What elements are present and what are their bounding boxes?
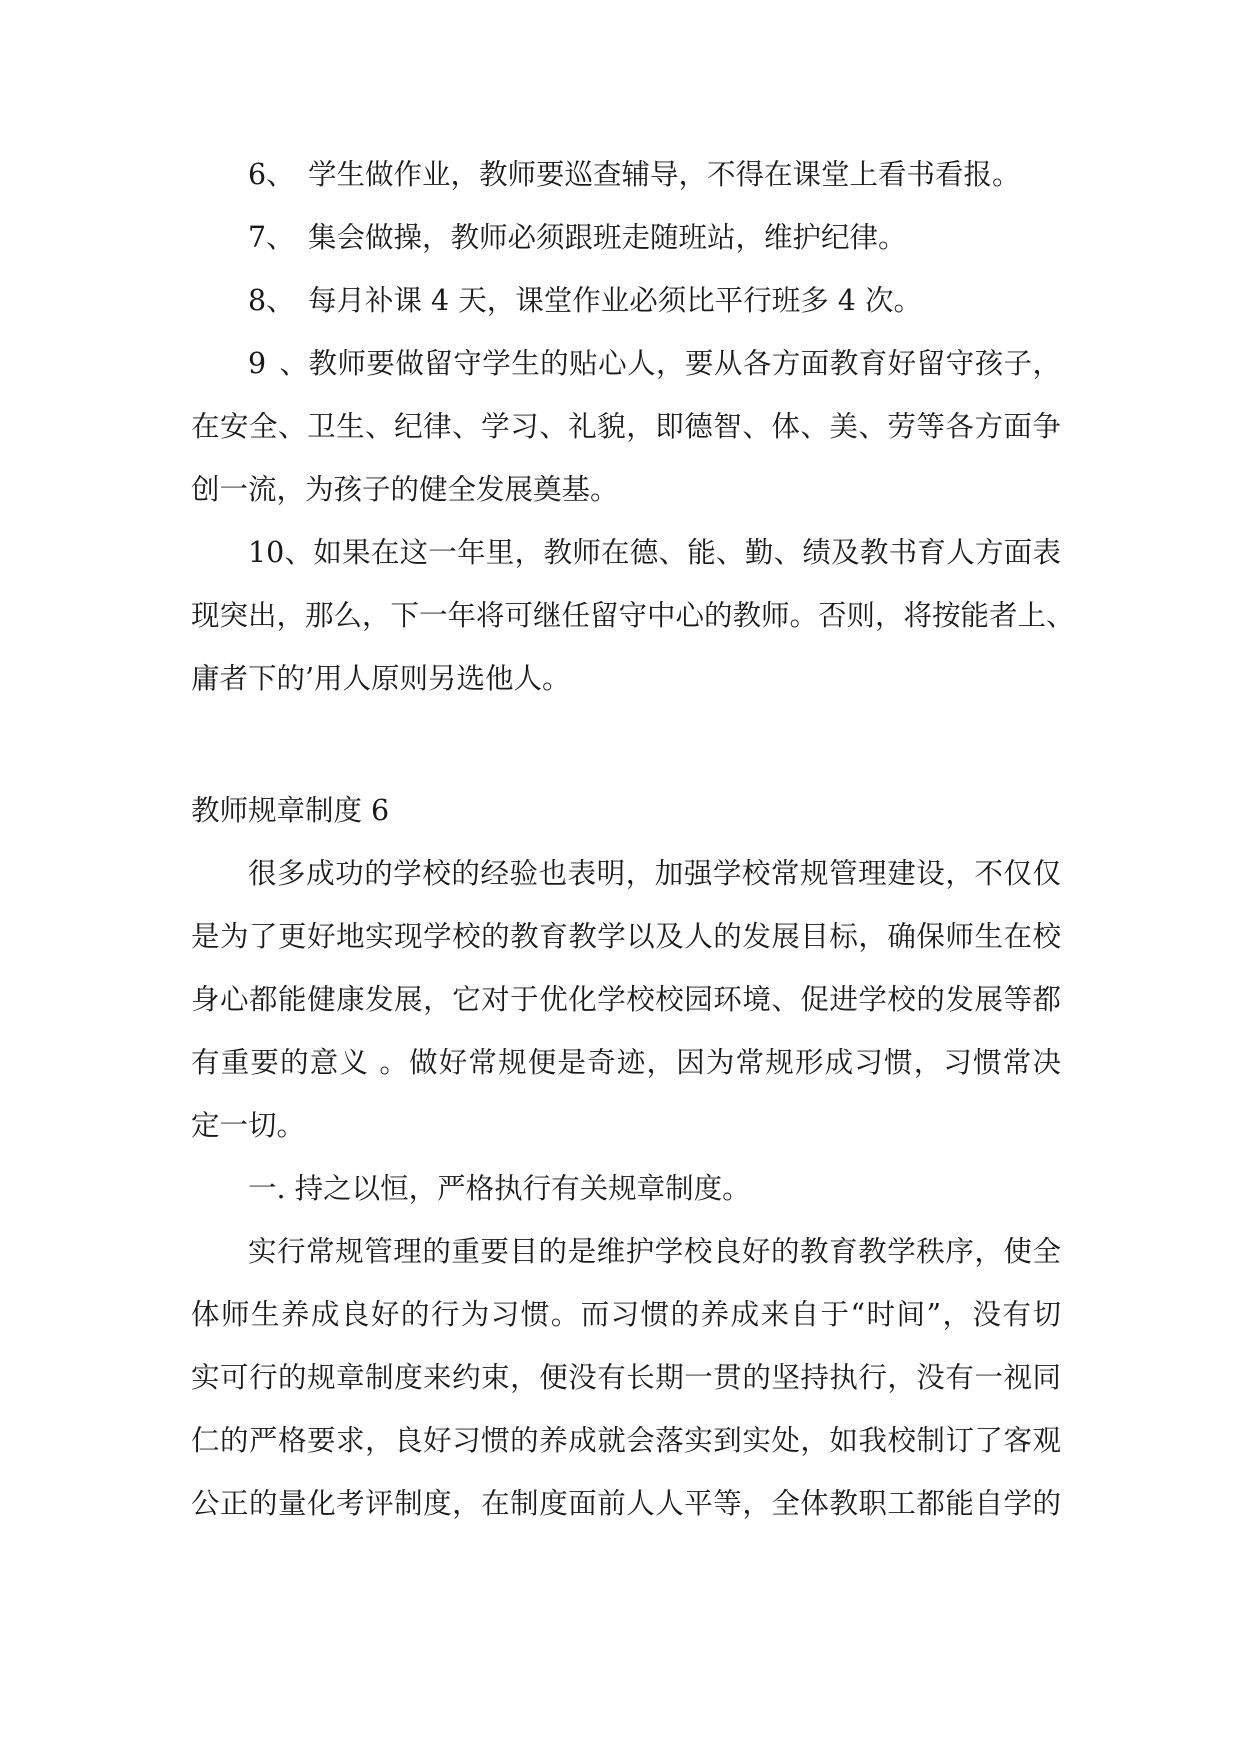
intro-line-2: 是为了更好地实现学校的教育教学以及人的发展目标，确保师生在校 (191, 920, 1061, 953)
list-item-10-line-2: 现突出，那么，下一年将可继任留守中心的教师。否则，将按能者上、 (191, 599, 1075, 632)
list-item-8 (248, 279, 922, 323)
list-number: 10、 (248, 536, 314, 569)
list-number: 6、 (248, 158, 295, 191)
list-number: 7、 (248, 221, 295, 254)
intro-line-1: 很多成功的学校的经验也表明，加强学校常规管理建设，不仅仅 (248, 857, 1061, 890)
list-text: 教师要做留守学生的贴心人，要从各方面教育好留守孩子， (308, 347, 1061, 380)
intro-line-4: 有重要的意义 。做好常规便是奇迹，因为常规形成习惯，习惯常决 (191, 1046, 1061, 1079)
section-title: 教师规章制度 6 (191, 794, 390, 827)
body-line-4: 仁的严格要求，良好习惯的养成就会落实到实处，如我校制订了客观 (191, 1424, 1061, 1457)
list-text: 集会做操，教师必须跟班走随班站，维护纪律。 (308, 221, 907, 254)
subheading: 一. 持之以恒，严格执行有关规章制度。 (248, 1172, 751, 1205)
intro-line-5: 定一切。 (191, 1109, 306, 1142)
list-item-9-line-2: 在安全、卫生、纪律、学习、礼貌，即德智、体、美、劳等各方面争 (191, 410, 1061, 443)
body-line-3: 实可行的规章制度来约束，便没有长期一贯的坚持执行，没有一视同 (191, 1361, 1061, 1394)
body-line-2: 体师生养成良好的行为习惯。而习惯的养成来自于“时间”，没有切 (191, 1298, 1061, 1331)
list-item-9-line-3: 创一流，为孩子的健全发展奠基。 (191, 473, 619, 506)
list-number: 8、 (248, 284, 295, 317)
list-number: 9、 (248, 347, 308, 380)
list-item-9 (248, 342, 1061, 386)
list-text: 如果在这一年里，教师在德、能、勤、绩及教书育人方面表 (313, 536, 1061, 569)
body-line-5: 公正的量化考评制度，在制度面前人人平等，全体教职工都能自学的 (191, 1487, 1061, 1520)
list-item-10 (248, 531, 1061, 575)
list-text: 学生做作业，教师要巡查辅导，不得在课堂上看书看报。 (308, 158, 1021, 191)
list-text: 每月补课 4 天，课堂作业必须比平行班多 4 次。 (308, 284, 923, 317)
list-item-6 (248, 153, 1021, 197)
body-line-1: 实行常规管理的重要目的是维护学校良好的教育教学秩序，使全 (248, 1235, 1061, 1268)
list-item-10-line-3: 庸者下的’用人原则另选他人。 (191, 662, 571, 695)
list-item-7 (248, 216, 907, 260)
intro-line-3: 身心都能健康发展，它对于优化学校校园环境、促进学校的发展等都 (191, 983, 1061, 1016)
